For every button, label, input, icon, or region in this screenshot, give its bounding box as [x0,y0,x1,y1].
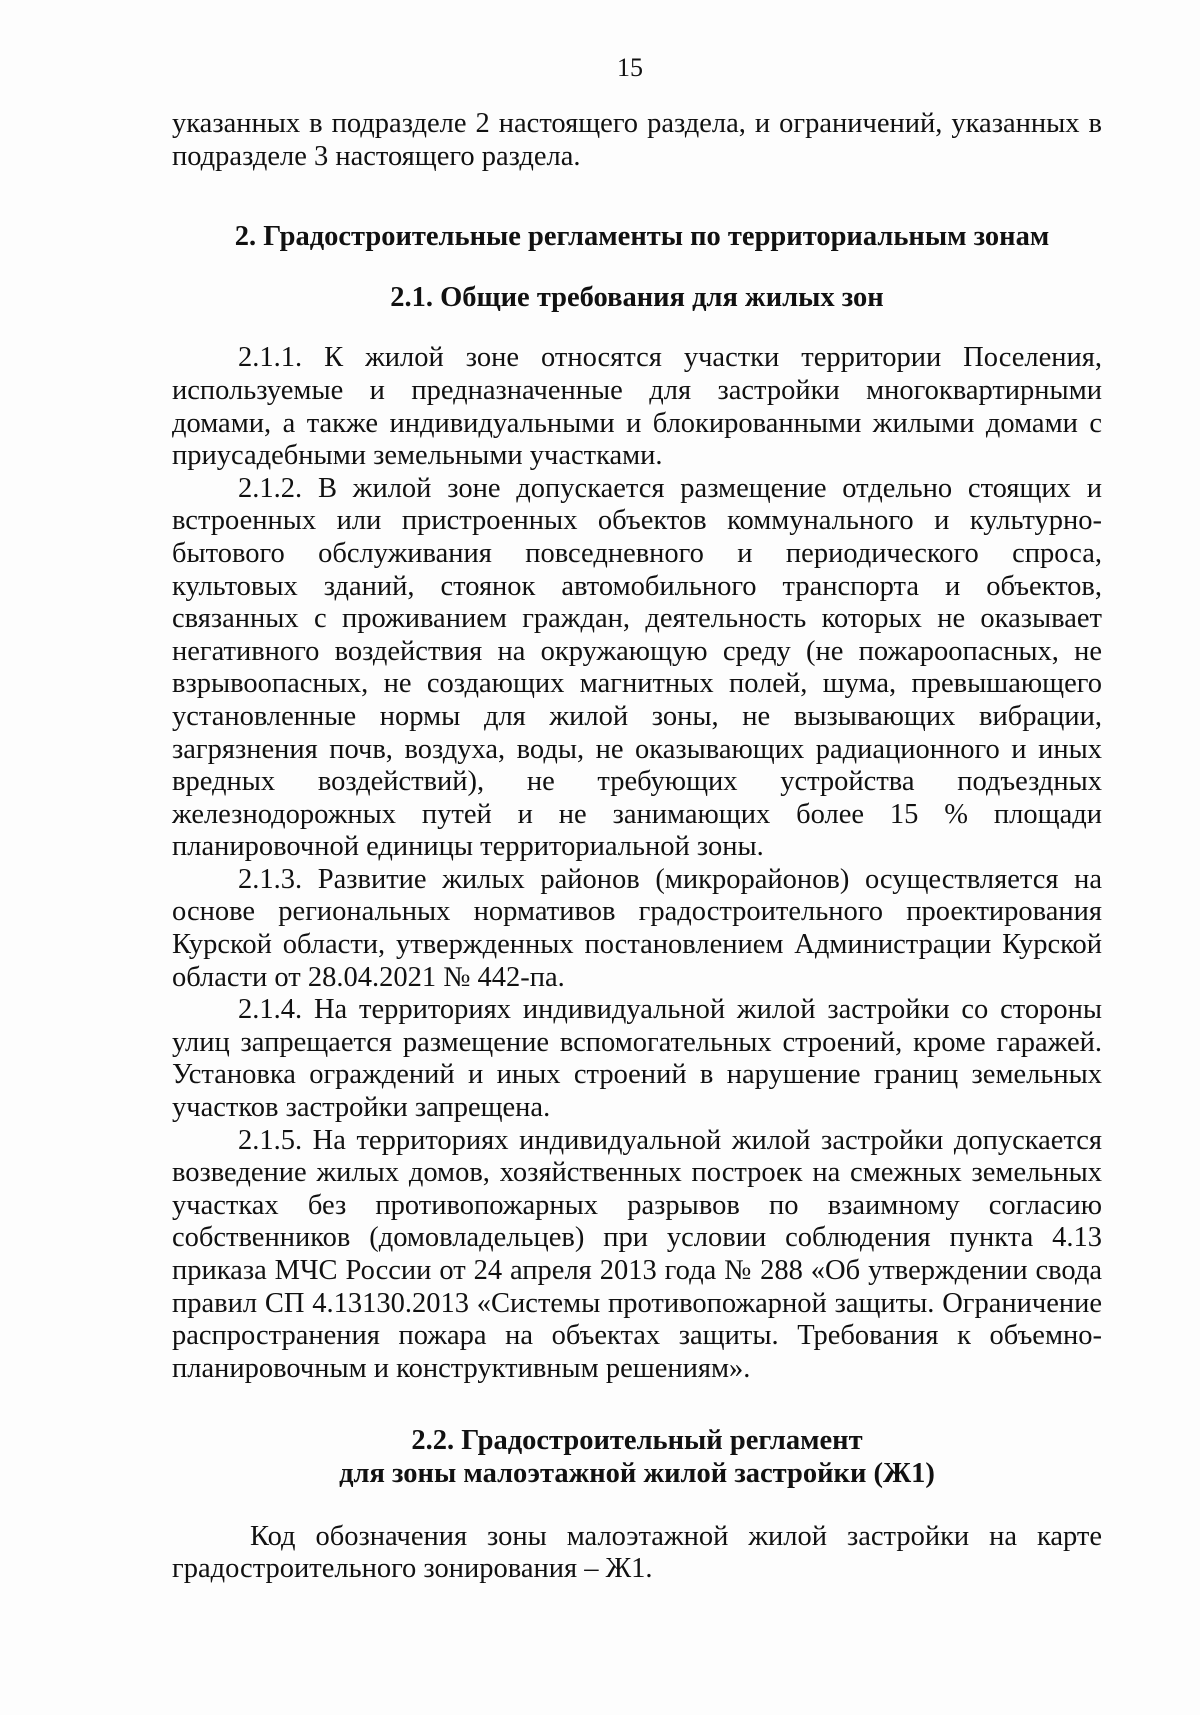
page-content [172,108,1102,1586]
block-heading [172,1425,1102,1490]
block-heading-line-2: для зоны малоэтажной жилой застройки (Ж1) [339,1457,935,1489]
clause-2-1-4: 2.1.4. На территориях индивидуальной жилой застройки со стороны улиц запрещается размещение вспомогательных строений, кроме гаражей. Установка ограждений и иных строений в нарушение границ земельных участков застройки запрещена. [172,994,1102,1124]
zone-code-paragraph: Код обозначения зоны малоэтажной жилой застройки на карте градостроительного зонирования – Ж1. [172,1520,1102,1585]
clause-2-1-1: 2.1.1. К жилой зоне относятся участки территории Поселения, используемые и предназначенные для застройки многоквартирными домами, а также индивидуальными и блокированными жилыми домами с приусадебными земельными участками. [172,342,1102,472]
clause-2-1-3: 2.1.3. Развитие жилых районов (микрорайонов) осуществляется на основе региональных нормативов градостроительного проектирования Курской области, утвержденных постановлением Администрации Курской области от 28.04.2021 № 442-па. [172,863,1102,993]
clause-2-1-5: 2.1.5. На территориях индивидуальной жилой застройки допускается возведение жилых домов, хозяйственных построек на смежных земельных участках без противопожарных разрывов по взаимному согласию собственников (домовладельцев) при условии соблюдения пункта 4.13 приказа МЧС России от 24 апреля 2013 года № 288 «Об утверждении свода правил СП 4.13130.2013 «Системы противопожарной защиты. Ограничение распространения пожара на объектах защиты. Требования к объемно- планировочным и конструктивным решениям». [172,1124,1102,1384]
page-number: 15 [617,53,643,82]
subsection-heading: 2.1. Общие требования для жилых зон [390,281,884,313]
clause-2-1-2: 2.1.2. В жилой зоне допускается размещение отдельно стоящих и встроенных или пристроенных объектов коммунального и культурно-бытового обслуживания повседневного и периодического спроса, культовых зданий, стоянок автомобильного транспорта и объектов, связанных с проживанием граждан, деятельность которых не оказывает негативного воздействия на окружающую среду (не пожароопасных, не взрывоопасных, не создающих магнитных полей, шума, превышающего установленные нормы для жилой зоны, не вызывающих вибрации, загрязнения почв, воздуха, воды, не оказывающих радиационного и иных вредных воздействий), не требующих устройства подъездных железнодорожных путей и не занимающих более 15 % площади планировочной единицы территориальной зоны. [172,472,1102,863]
section-heading: 2. Градостроительные регламенты по территориальным зонам [234,221,1050,253]
block-heading-line-1: 2.2. Градостроительный регламент [411,1425,863,1457]
intro-paragraph: указанных в подразделе 2 настоящего раздела, и ограничений, указанных в подразделе 3 настоящего раздела. [172,108,1102,172]
